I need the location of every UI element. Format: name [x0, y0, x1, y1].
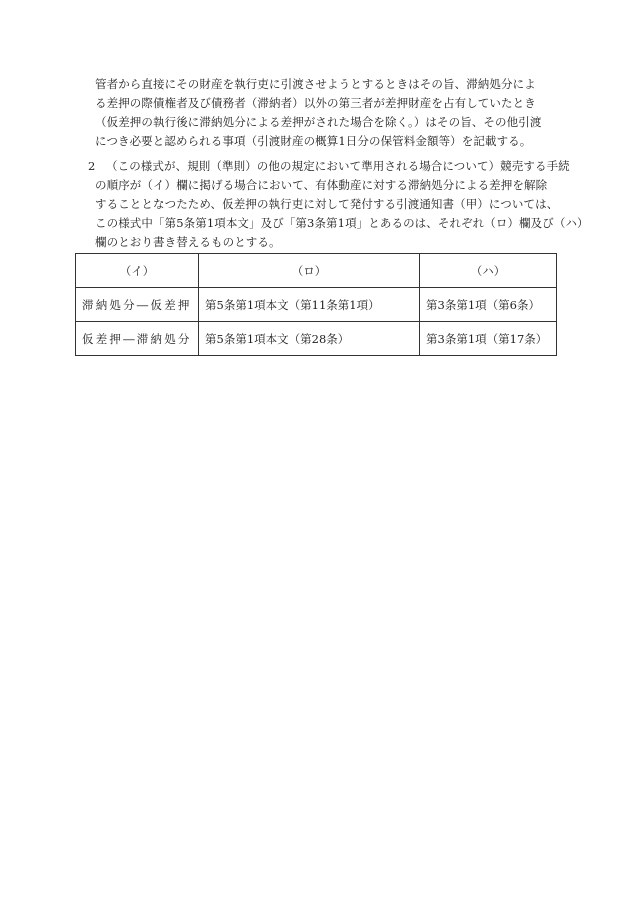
paragraph-1-line: につき必要と認められる事項（引渡財産の概算1日分の保管料金額等）を記載する。 — [95, 134, 532, 148]
paragraph-2-line: 欄のとおり書き替えるものとする。 — [95, 235, 281, 249]
paragraph-2-line: することとなつたため、仮差押の執行吏に対して発付する引渡通知書（甲）については、 — [95, 197, 559, 211]
table-row — [76, 322, 557, 356]
paragraph-2-first-line-text: （この様式が、規則（準則）の他の規定において準用される場合について）競売する手続 — [106, 159, 570, 173]
paragraph-1-line: る差押の際債権者及び債務者（滞納者）以外の第三者が差押財産を占有していたとき — [95, 96, 536, 110]
table-row — [76, 288, 557, 322]
paragraph-2-line: の順序が（イ）欄に掲げる場合において、有体動産に対する滞納処分による差押を解除 — [95, 178, 548, 192]
table-cell: 第5条第1項本文（第11条第1項） — [199, 288, 420, 322]
paragraph-2-first-line — [88, 157, 570, 176]
table-cell: 第3条第1項（第6条） — [420, 288, 557, 322]
table-header-cell: （ハ） — [420, 254, 557, 288]
table-cell: 第5条第1項本文（第28条） — [199, 322, 420, 356]
table-header-cell: （イ） — [76, 254, 199, 288]
table-cell: 仮差押―滞納処分 — [76, 322, 199, 356]
paragraph-1-line: 管者から直接にその財産を執行吏に引渡させようとするときはその旨、滞納処分によ — [95, 77, 536, 91]
paragraph-2 — [88, 157, 589, 252]
paragraph-2-line: この様式中「第5条第1項本文」及び「第3条第1項」とあるのは、それぞれ（ロ）欄及び（ハ） — [95, 216, 589, 230]
paragraph-1 — [95, 75, 555, 151]
paragraph-2-number: 2 — [88, 159, 96, 173]
table-cell: 第3条第1項（第17条） — [420, 322, 557, 356]
table-header-row — [76, 254, 557, 288]
table-cell: 滞納処分―仮差押 — [76, 288, 199, 322]
substitution-table — [75, 253, 557, 356]
table-header-cell: （ロ） — [199, 254, 420, 288]
paragraph-1-line: （仮差押の執行後に滞納処分による差押がされた場合を除く。）はその旨、その他引渡 — [95, 115, 542, 129]
